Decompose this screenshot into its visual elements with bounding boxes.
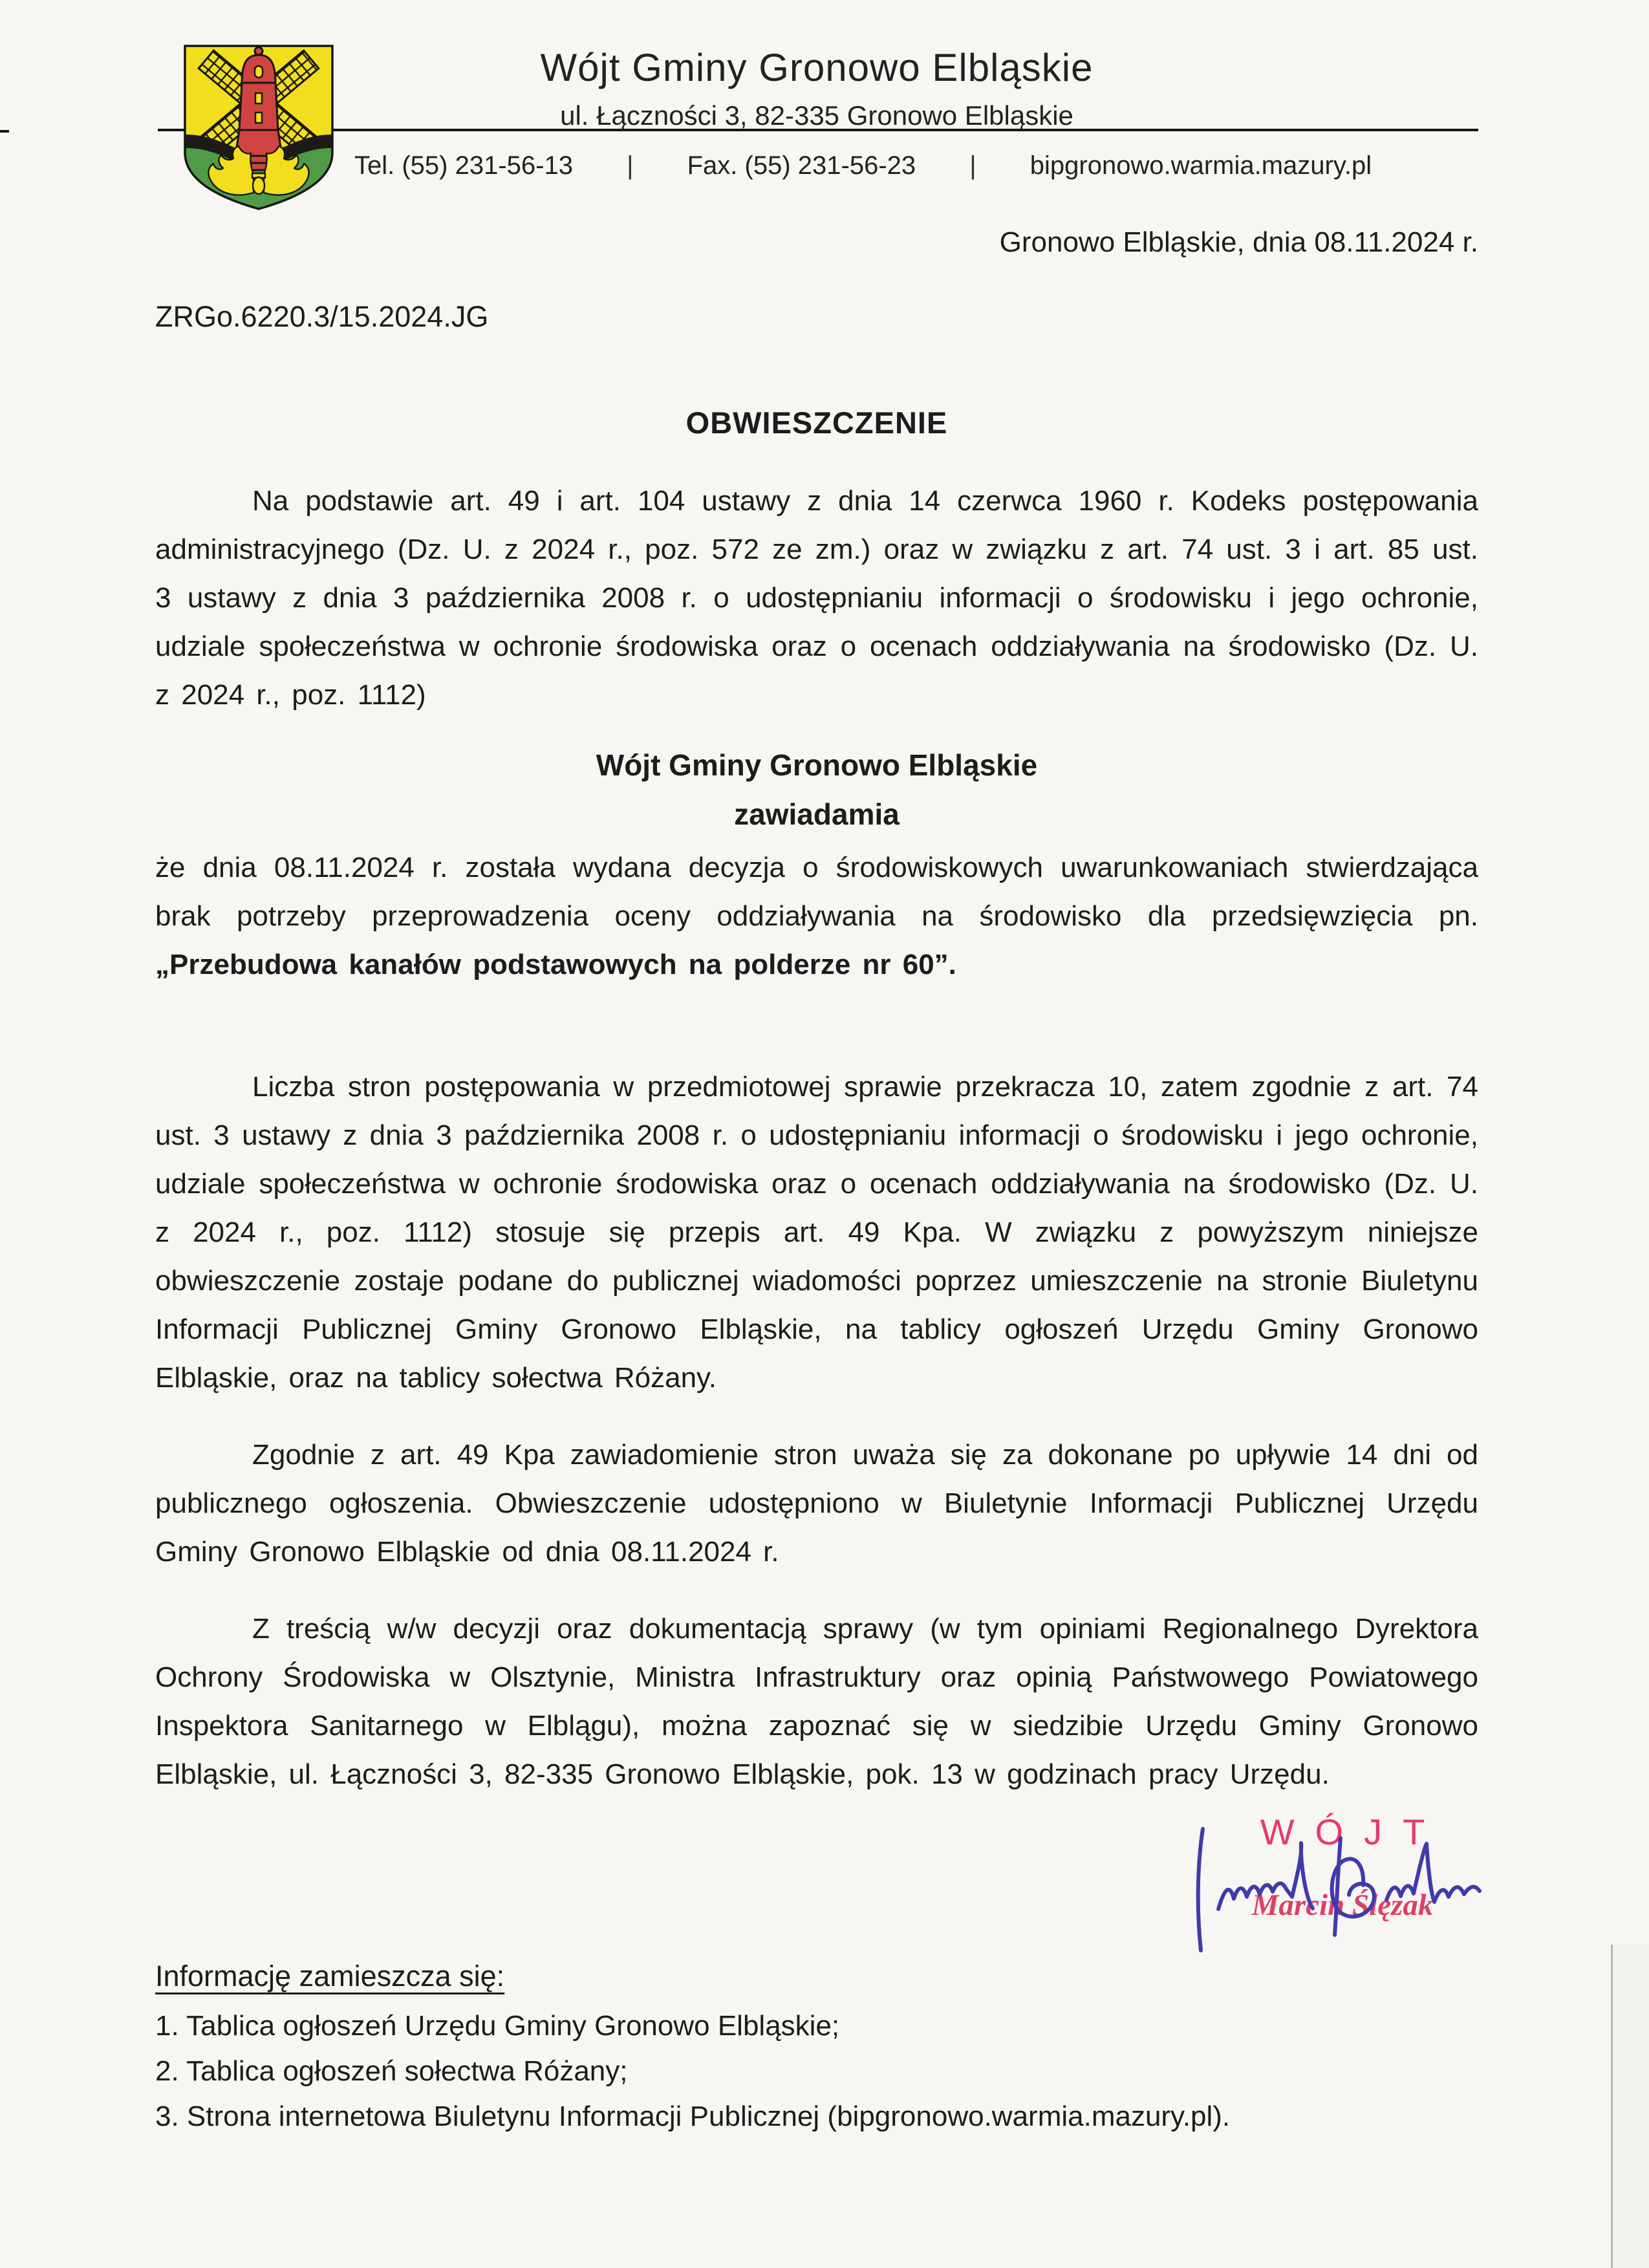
letterhead-text [155, 45, 1478, 131]
letterhead [0, 0, 1649, 223]
notifies-subheading: zawiadamia [734, 797, 900, 831]
rule-stub [0, 130, 9, 133]
distribution-heading: Informację zamieszcza się: [155, 1960, 505, 1993]
project-name-bold: „Przebudowa kanałów podstawowych na polderze nr 60”. [155, 949, 956, 980]
decision-paragraph-text: że dnia 08.11.2024 r. została wydana decyzja o środowiskowych uwarunkowaniach stwierdzająca brak potrzeby przeprowadzenia oceny oddziaływania na środowisko dla przedsięwzięcia pn. [155, 852, 1478, 932]
mayor-stamp-title: WÓJT [1260, 1811, 1446, 1852]
publication-paragraph: Liczba stron postępowania w przedmiotowej sprawie przekracza 10, zatem zgodnie z art. 74 ust. 3 ustawy z dnia 3 października 2008 r. o udostępnianiu informacji o środowisku i jego ochronie, udziale społeczeństwa w ochronie środowiska oraz o ocenach oddziaływania na środowisko (Dz. U. z 2024 r., poz. 1112) stosuje się przepis art. 49 Kpa. W związku z powyższym niniejsze obwieszczenie zostaje podane do publicznej wiadomości poprzez umieszczenie na stronie Biuletynu Informacji Publicznej Gminy Gronowo Elbląskie, na tablicy ogłoszeń Urzędu Gminy Gronowo Elbląskie, oraz na tablicy sołectwa Różany. [155, 1071, 1478, 1394]
list-item: 2. Tablica ogłoszeń sołectwa Różany; [155, 2055, 628, 2087]
website-address: bipgronowo.warmia.mazury.pl [1029, 151, 1372, 180]
scan-edge-line [1611, 1945, 1613, 2268]
signature-block [1174, 1811, 1511, 1949]
decision-paragraph [155, 843, 1478, 989]
coat-of-arms-icon [182, 43, 336, 212]
inspection-paragraph: Z treścią w/w decyzji oraz dokumentacją sprawy (w tym opiniami Regionalnego Dyrektora Ochrony Środowiska w Olsztynie, Ministra Infrastruktury oraz opinią Państwowego Powiatowego Inspektora Sanitarnego w Elblągu), można zapoznać się w siedzibie Urzędu Gminy Gronowo Elbląskie, ul. Łączności 3, 82-335 Gronowo Elbląskie, pok. 13 w godzinach pracy Urzędu. [155, 1613, 1478, 1790]
issuer-subheading: Wójt Gminy Gronowo Elbląskie [596, 748, 1038, 782]
contact-row [354, 151, 1372, 180]
office-title: Wójt Gminy Gronowo Elbląskie [540, 46, 1094, 89]
deadline-paragraph: Zgodnie z art. 49 Kpa zawiadomienie stron uważa się za dokonane po upływie 14 dni od publicznego ogłoszenia. Obwieszczenie udostępniono w Biuletynie Informacji Publicznej Urzędu Gminy Gronowo Elbląskie od dnia 08.11.2024 r. [155, 1439, 1478, 1568]
case-reference-number: ZRGo.6220.3/15.2024.JG [155, 300, 489, 333]
scan-edge-artifact [1613, 1945, 1649, 2268]
separator-bar: | [969, 151, 976, 180]
document-body [0, 226, 1649, 2139]
document-title: OBWIESZCZENIE [685, 405, 948, 440]
handwritten-signature [1174, 1824, 1511, 1953]
separator-bar: | [627, 151, 634, 180]
legal-basis-paragraph: Na podstawie art. 49 i art. 104 ustawy z dnia 14 czerwca 1960 r. Kodeks postępowania administracyjnego (Dz. U. z 2024 r., poz. 572 ze zm.) oraz w związku z art. 74 ust. 3 i art. 85 ust. 3 ustawy z dnia 3 października 2008 r. o udostępnianiu informacji o środowisku i jego ochronie, udziale społeczeństwa w ochronie środowiska oraz o ocenach oddziaływania na środowisko (Dz. U. z 2024 r., poz. 1112) [155, 485, 1478, 711]
list-item: 3. Strona internetowa Biuletynu Informacji Publicznej (bipgronowo.warmia.mazury.pl). [155, 2101, 1231, 2132]
place-date-line: Gronowo Elbląskie, dnia 08.11.2024 r. [999, 226, 1478, 258]
phone-number: Tel. (55) 231-56-13 [354, 151, 573, 180]
office-address: ul. Łączności 3, 82-335 Gronowo Elbląskie [560, 100, 1073, 131]
mayor-stamp-name: Marcin Ślęzak [1251, 1888, 1434, 1922]
list-item: 1. Tablica ogłoszeń Urzędu Gminy Gronowo Elbląskie; [155, 2010, 840, 2042]
fax-number: Fax. (55) 231-56-23 [687, 151, 916, 180]
distribution-list [155, 2003, 1478, 2139]
